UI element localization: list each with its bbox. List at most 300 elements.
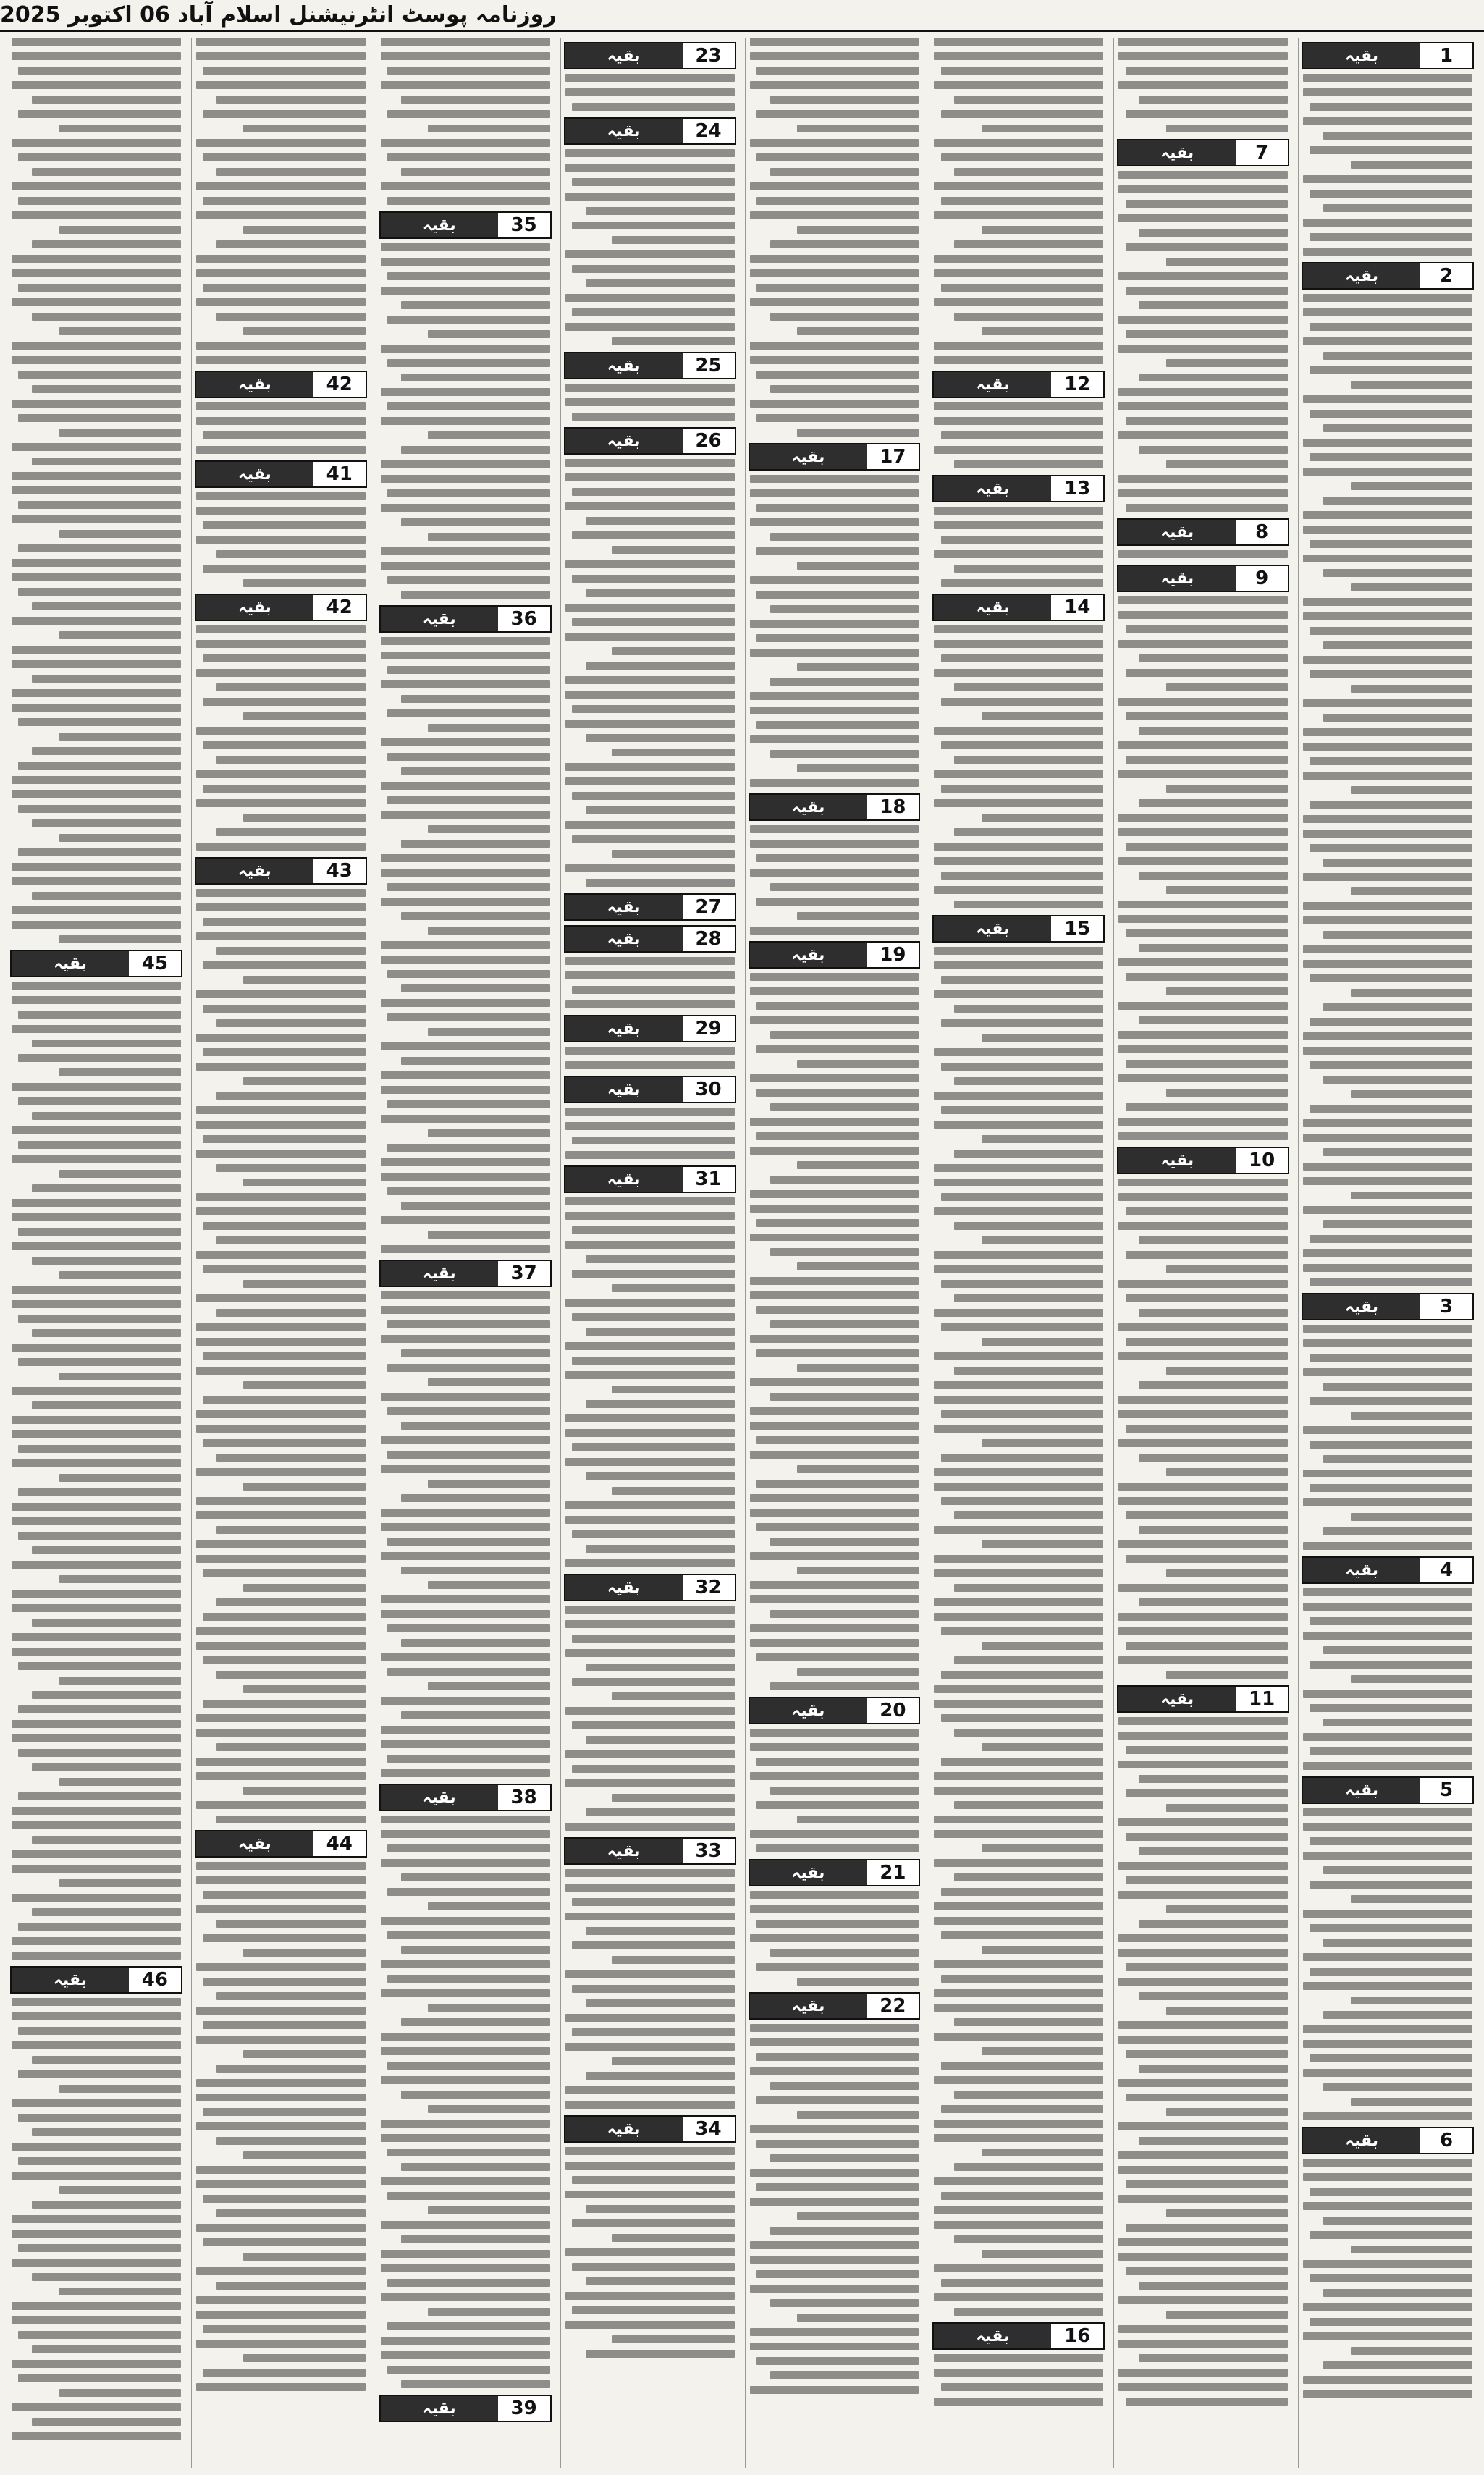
text-line [387,1451,550,1459]
text-line [59,834,181,842]
text-column [7,38,185,2468]
text-line [1126,2398,1289,2406]
text-line [59,1677,181,1685]
text-line [1118,770,1288,778]
continuation-number: 37 [498,1261,550,1286]
text-line [934,2120,1103,2128]
continuation-label: بقیہ [1303,1778,1420,1803]
text-line [572,222,735,229]
text-line [1126,243,1289,251]
text-line [750,1509,919,1517]
text-line [196,2383,366,2391]
text-line [196,1410,366,1418]
text-line [1118,185,1288,193]
text-line [196,507,366,515]
text-line [1303,526,1472,534]
text-line [12,182,181,190]
text-line [1118,611,1288,619]
text-line [565,821,735,829]
continuation-label: بقیہ [565,353,683,378]
text-line [565,560,735,568]
text-line [1118,814,1288,822]
text-line [586,2350,735,2358]
text-line [18,110,181,118]
text-line [243,2151,365,2159]
text-line [32,96,181,104]
text-line [1118,1934,1288,1942]
text-line [756,591,919,599]
text-line [934,727,1103,735]
text-line [756,2183,919,2191]
text-line [32,2056,181,2064]
text-line [203,1439,366,1447]
text-line [756,197,919,205]
text-line [770,1031,919,1039]
continuation-header [1117,1147,1289,1174]
text-line [203,197,366,205]
continuation-label: بقیہ [1303,263,1420,288]
text-line [1126,1963,1289,1971]
text-line [1303,1762,1472,1770]
continuation-block [561,2115,739,2358]
text-line [387,1538,550,1546]
continuation-block [376,211,555,599]
text-line [196,1338,366,1346]
article-text [561,1869,739,2109]
text-line [572,1635,735,1643]
continuation-block [7,950,185,1960]
text-line [381,1610,550,1618]
text-line [982,2047,1103,2055]
text-line [1126,1294,1289,1302]
text-line [612,337,734,345]
text-line [1118,1222,1288,1230]
text-line [1310,627,1472,635]
continuation-header [379,1784,552,1811]
text-line [941,2105,1104,2113]
text-line [1310,670,1472,678]
text-line [934,269,1103,277]
text-line [196,932,366,940]
text-line [1118,1891,1288,1899]
text-line [18,1532,181,1540]
text-line [387,1100,550,1108]
text-line [565,1414,735,1422]
text-line [586,2205,735,2213]
text-line [1303,2040,1472,2048]
text-line [1303,1177,1472,1185]
text-line [243,1280,365,1288]
continuation-block [1299,2127,1477,2398]
text-line [770,1248,919,1256]
article-text [7,1998,185,2440]
text-line [934,2206,1103,2214]
article-text [192,38,370,364]
text-line [381,562,550,570]
text-line [934,1859,1103,1867]
text-line [196,843,366,851]
text-line [565,720,735,728]
text-line [1126,287,1289,295]
text-line [1303,612,1472,620]
text-line [1303,395,1472,403]
continuation-header [195,460,367,488]
text-line [1118,1280,1288,1288]
text-line [934,1989,1103,1997]
text-line [1303,2159,1472,2167]
text-line [1166,1089,1288,1097]
text-line [941,1063,1104,1071]
text-line [934,990,1103,998]
text-line [59,2186,181,2194]
text-line [1166,359,1288,367]
text-line [59,2085,181,2093]
text-line [1126,1876,1289,1884]
text-line [428,927,549,935]
continuation-header [564,427,736,455]
text-line [12,1894,181,1902]
text-line [12,776,181,784]
text-line [1139,1454,1288,1462]
text-line [1310,103,1472,111]
text-line [32,1040,181,1047]
text-line [941,579,1104,587]
text-line [565,1241,735,1249]
continuation-block [192,1830,370,2391]
text-line [750,2169,919,2177]
text-line [381,2221,550,2229]
text-line [1118,1818,1288,1826]
article-text [929,402,1108,468]
text-line [381,637,550,645]
text-line [1310,1484,1472,1492]
continuation-header [379,2395,552,2422]
text-line [934,947,1103,955]
text-line [565,1197,735,1205]
text-line [428,2206,549,2214]
text-line [565,957,735,965]
text-line [12,1242,181,1250]
text-line [203,1135,366,1143]
article-text [1114,596,1292,1140]
text-line [941,2192,1104,2200]
text-line [381,182,550,190]
text-line [941,741,1104,749]
text-line [1118,38,1288,46]
text-line [1303,1206,1472,1214]
continuation-label: بقیہ [1303,1294,1420,1319]
continuation-header [749,793,921,821]
text-line [934,770,1103,778]
text-line [934,1613,1103,1621]
text-line [381,547,550,555]
text-line [750,973,919,981]
text-line [401,1349,550,1357]
text-line [750,475,919,483]
text-line [59,1068,181,1076]
text-line [381,1653,550,1661]
text-line [196,139,366,147]
text-line [756,1219,919,1227]
text-line [203,2021,366,2029]
text-line [934,1396,1103,1404]
continuation-label: بقیہ [196,859,313,883]
text-line [756,1801,919,1809]
continuation-label: بقیہ [565,1077,683,1102]
continuation-header [564,117,736,145]
text-line [59,1170,181,1178]
continuation-block [561,427,739,887]
text-line [196,889,366,897]
text-line [59,327,181,335]
text-line [401,374,550,381]
text-line [1126,1251,1289,1259]
text-line [941,197,1104,205]
text-line [750,779,919,787]
text-line [954,828,1103,836]
text-line [1323,1939,1472,1947]
text-line [612,850,734,858]
text-line [196,255,366,263]
text-line [1303,1808,1472,1816]
text-line [32,1257,181,1265]
text-line [1303,1733,1472,1741]
text-line [243,1787,365,1795]
text-line [12,269,181,277]
text-line [381,81,550,89]
text-line [381,52,550,60]
text-line [572,1721,735,1729]
text-line [1166,1905,1288,1913]
text-line [934,38,1103,46]
text-line [18,1792,181,1800]
continuation-number: 19 [867,943,919,967]
text-line [572,2176,735,2184]
text-line [572,265,735,273]
text-line [934,1425,1103,1433]
text-line [1139,2354,1288,2362]
text-line [750,255,919,263]
text-line [934,1352,1103,1360]
text-line [1139,1309,1288,1317]
text-line [1310,2274,1472,2282]
text-line [1310,323,1472,331]
text-line [387,316,550,324]
text-line [1118,1396,1288,1404]
text-column [929,38,1108,2468]
article-text [561,74,739,111]
text-line [1118,1978,1288,1986]
continuation-number: 46 [129,1968,181,1992]
text-line [565,2292,735,2300]
text-line [565,1212,735,1220]
text-line [1118,2122,1288,2130]
text-line [12,2316,181,2324]
continuation-block [1114,518,1292,558]
text-line [12,472,181,480]
text-line [565,777,735,785]
text-line [572,792,735,800]
text-line [756,1844,919,1852]
text-line [1303,2376,1472,2384]
text-line [1303,294,1472,302]
text-line [756,1920,919,1928]
text-line [401,1873,550,1881]
continuation-label: بقیہ [750,795,867,819]
text-line [1323,1866,1472,1874]
text-line [1310,2188,1472,2196]
text-line [1118,402,1288,410]
text-line [196,417,366,425]
text-line [401,1711,550,1719]
text-line [18,1749,181,1757]
text-line [381,1523,550,1531]
text-line [428,1480,549,1488]
text-line [756,854,919,862]
text-line [12,1083,181,1091]
text-line [756,414,919,422]
continuation-label: بقیہ [565,119,683,143]
text-line [1310,146,1472,154]
text-line [756,110,919,118]
text-line [1139,229,1288,237]
text-line [243,226,365,234]
text-line [18,1358,181,1366]
text-line [565,164,735,172]
continuation-block [1299,1293,1477,1550]
text-line [1303,1953,1472,1961]
text-line [12,617,181,625]
text-line [756,2357,919,2365]
text-line [18,2244,181,2252]
text-line [1139,1775,1288,1783]
text-line [1303,1339,1472,1347]
text-line [797,2314,919,2322]
continuation-block [1114,139,1292,512]
text-line [982,1642,1103,1650]
text-line [1118,1031,1288,1039]
continuation-header [564,925,736,953]
text-line [12,1865,181,1873]
text-line [203,785,366,793]
text-line [203,918,366,926]
text-line [1303,2202,1472,2210]
text-line [1323,1455,1472,1463]
text-line [401,2380,550,2388]
text-line [12,356,181,364]
text-line [941,1323,1104,1331]
text-line [203,1569,366,1577]
text-line [1303,2390,1472,2398]
text-line [1166,2209,1288,2217]
text-line [196,1121,366,1129]
text-line [1118,1179,1288,1186]
text-line [12,1850,181,1858]
text-line [934,1468,1103,1476]
text-line [1323,641,1472,649]
text-line [387,2279,550,2287]
text-line [381,2134,550,2142]
text-line [756,504,919,512]
text-line [196,1497,366,1505]
text-line [196,446,366,454]
text-line [381,258,550,266]
continuation-block [746,1697,924,1852]
text-line [934,669,1103,677]
text-line [381,956,550,964]
text-line [381,782,550,790]
text-line [954,565,1103,573]
text-line [216,240,366,248]
text-line [750,1905,919,1913]
text-line [934,402,1103,410]
text-line [243,1483,365,1491]
text-line [1118,2238,1288,2246]
text-line [982,1439,1103,1447]
text-line [1139,301,1288,309]
text-line [381,1859,550,1867]
article-text [376,243,555,599]
text-line [216,1598,366,1606]
article-text [1114,1179,1292,1679]
text-line [750,182,919,190]
text-line [572,1357,735,1365]
text-line [565,1458,735,1466]
text-line [954,1873,1103,1881]
text-line [750,139,919,147]
text-line [216,1526,366,1534]
text-line [196,2224,366,2232]
text-line [381,1816,550,1823]
text-line [12,400,181,408]
text-line [770,2082,919,2090]
text-line [32,2418,181,2426]
text-line [756,1653,919,1661]
continuation-header [564,1574,736,1601]
text-line [59,2288,181,2295]
text-line [934,1309,1103,1317]
text-line [18,1923,181,1931]
text-line [1351,1675,1472,1683]
text-line [381,1509,550,1517]
continuation-label: بقیہ [750,1860,867,1885]
text-line [381,1173,550,1181]
text-line [203,961,366,969]
text-line [1351,1090,1472,1098]
continuation-header [749,443,921,471]
text-line [18,67,181,75]
text-line [196,1323,366,1331]
text-line [934,1917,1103,1925]
text-line [565,502,735,510]
text-line [12,1126,181,1134]
newspaper-page [7,38,1477,2468]
text-line [1139,1381,1288,1389]
text-line [401,96,550,104]
continuation-block [376,605,555,1253]
continuation-block [7,1966,185,2440]
text-line [1126,625,1289,633]
text-line [750,2038,919,2046]
continuation-block [561,1165,739,1567]
text-line [12,1503,181,1511]
text-line [12,1821,181,1829]
text-line [797,1364,919,1372]
text-column [191,38,370,2468]
text-line [196,1714,366,1722]
text-line [387,1931,550,1939]
text-line [565,2147,735,2155]
